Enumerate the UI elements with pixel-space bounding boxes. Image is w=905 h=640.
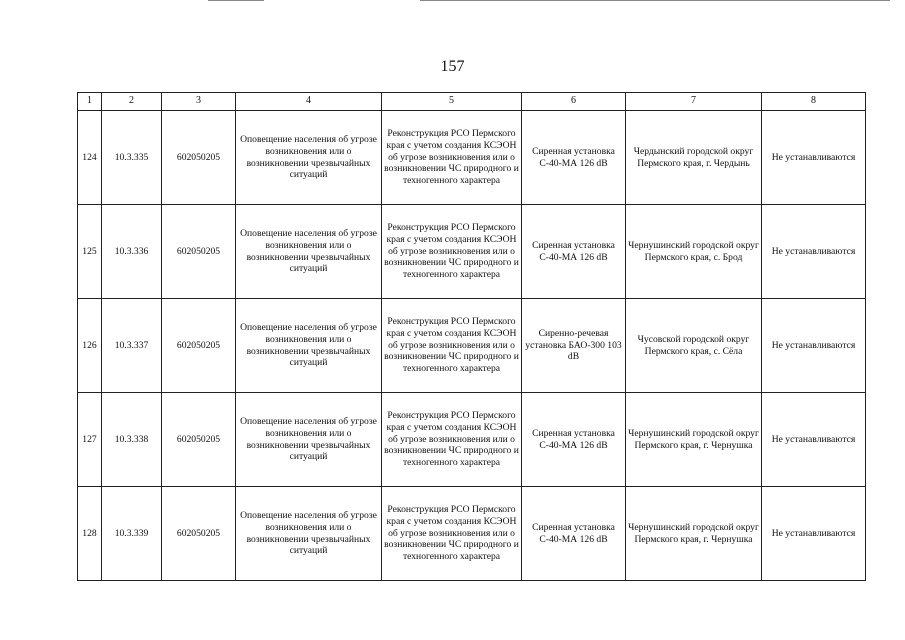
page-number: 157 xyxy=(440,58,465,75)
project-cell: Реконструкция РСО Пермского края с учетом создания КСЭОН об угрозе возникновения или о возникновении ЧС природного и техногенного характера xyxy=(382,205,522,299)
zone-cell: Не устанавливаются xyxy=(762,487,866,581)
table-row xyxy=(78,111,866,205)
budget-code: 602050205 xyxy=(162,111,236,205)
budget-code: 602050205 xyxy=(162,205,236,299)
purpose-cell: Оповещение населения об угрозе возникновения или о возникновении чрезвычайных ситуаций xyxy=(236,487,382,581)
row-number: 124 xyxy=(78,111,102,205)
budget-code: 602050205 xyxy=(162,487,236,581)
column-header: 5 xyxy=(382,93,522,111)
top-rule-left xyxy=(208,0,264,1)
item-code: 10.3.337 xyxy=(102,299,162,393)
equipment-cell: Сиренная установка С-40-МА 126 dB xyxy=(522,205,626,299)
zone-cell: Не устанавливаются xyxy=(762,111,866,205)
location-cell: Чернушинский городской округ Пермского края, г. Чернушка xyxy=(626,393,762,487)
column-header: 8 xyxy=(762,93,866,111)
zone-cell: Не устанавливаются xyxy=(762,205,866,299)
budget-code: 602050205 xyxy=(162,393,236,487)
purpose-cell: Оповещение населения об угрозе возникновения или о возникновении чрезвычайных ситуаций xyxy=(236,393,382,487)
purpose-cell: Оповещение населения об угрозе возникновения или о возникновении чрезвычайных ситуаций xyxy=(236,111,382,205)
equipment-cell: Сиренная установка С-40-МА 126 dB xyxy=(522,393,626,487)
project-cell: Реконструкция РСО Пермского края с учетом создания КСЭОН об угрозе возникновения или о возникновении ЧС природного и техногенного характера xyxy=(382,393,522,487)
row-number: 126 xyxy=(78,299,102,393)
table-row xyxy=(78,299,866,393)
zone-cell: Не устанавливаются xyxy=(762,299,866,393)
table-row xyxy=(78,205,866,299)
project-cell: Реконструкция РСО Пермского края с учетом создания КСЭОН об угрозе возникновения или о возникновении ЧС природного и техногенного характера xyxy=(382,111,522,205)
budget-code: 602050205 xyxy=(162,299,236,393)
header-row xyxy=(78,93,866,111)
item-code: 10.3.338 xyxy=(102,393,162,487)
column-header: 6 xyxy=(522,93,626,111)
row-number: 127 xyxy=(78,393,102,487)
column-header: 4 xyxy=(236,93,382,111)
item-code: 10.3.339 xyxy=(102,487,162,581)
top-rule-right xyxy=(420,0,890,1)
table-row xyxy=(78,393,866,487)
column-header: 1 xyxy=(78,93,102,111)
equipment-cell: Сиренная установка С-40-МА 126 dB xyxy=(522,111,626,205)
row-number: 125 xyxy=(78,205,102,299)
column-header: 2 xyxy=(102,93,162,111)
project-cell: Реконструкция РСО Пермского края с учетом создания КСЭОН об угрозе возникновения или о возникновении ЧС природного и техногенного характера xyxy=(382,487,522,581)
location-cell: Чусовской городской округ Пермского края, с. Сёла xyxy=(626,299,762,393)
purpose-cell: Оповещение населения об угрозе возникновения или о возникновении чрезвычайных ситуаций xyxy=(236,299,382,393)
column-header: 7 xyxy=(626,93,762,111)
item-code: 10.3.336 xyxy=(102,205,162,299)
project-cell: Реконструкция РСО Пермского края с учетом создания КСЭОН об угрозе возникновения или о возникновении ЧС природного и техногенного характера xyxy=(382,299,522,393)
column-header: 3 xyxy=(162,93,236,111)
register-table xyxy=(77,92,866,581)
equipment-cell: Сиренная установка С-40-МА 126 dB xyxy=(522,487,626,581)
table-row xyxy=(78,487,866,581)
equipment-cell: Сиренно-речевая установка БАО-300 103 dB xyxy=(522,299,626,393)
location-cell: Чернушинский городской округ Пермского края, с. Брод xyxy=(626,205,762,299)
purpose-cell: Оповещение населения об угрозе возникновения или о возникновении чрезвычайных ситуаций xyxy=(236,205,382,299)
row-number: 128 xyxy=(78,487,102,581)
location-cell: Чернушинский городской округ Пермского края, г. Чернушка xyxy=(626,487,762,581)
location-cell: Чердынский городской округ Пермского края, г. Чердынь xyxy=(626,111,762,205)
zone-cell: Не устанавливаются xyxy=(762,393,866,487)
item-code: 10.3.335 xyxy=(102,111,162,205)
